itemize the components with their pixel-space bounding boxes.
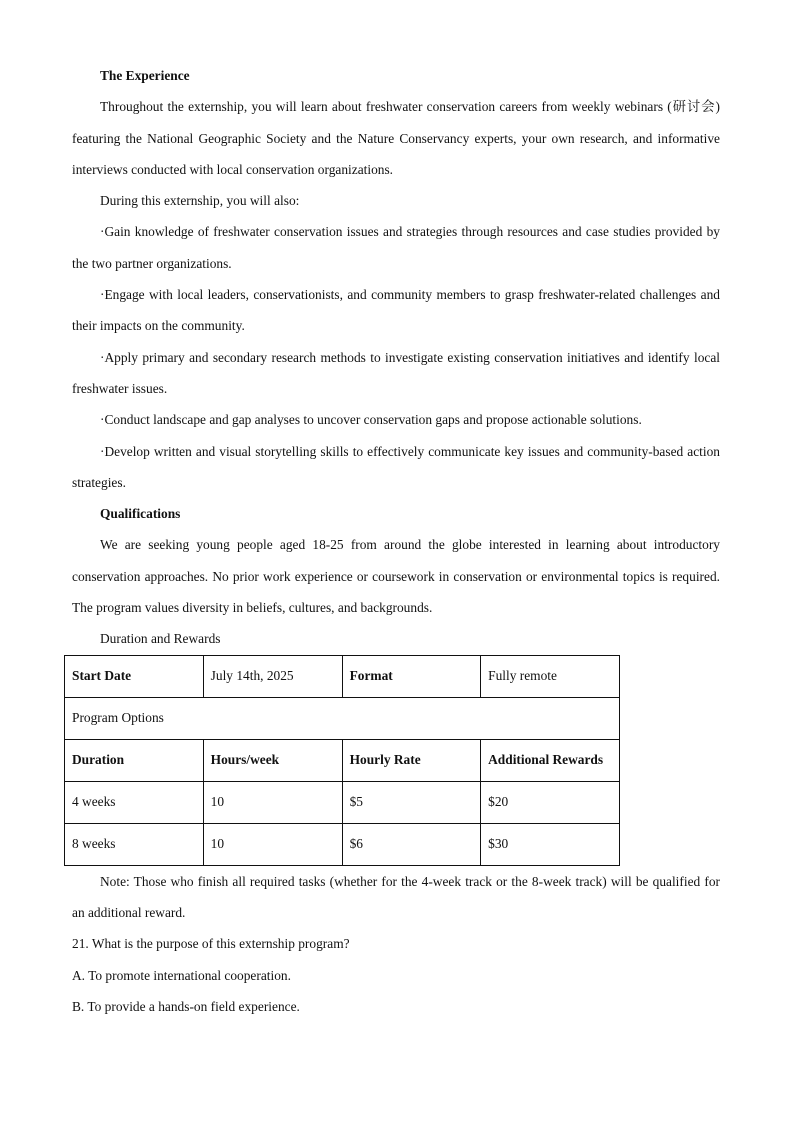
- paragraph-also: During this externship, you will also:: [100, 193, 300, 209]
- table-cell: $5: [342, 781, 481, 823]
- table-row: [65, 697, 620, 739]
- table-cell: July 14th, 2025: [203, 655, 342, 697]
- heading-qualifications: Qualifications: [100, 506, 181, 522]
- table-cell: 4 weeks: [65, 781, 204, 823]
- table-cell: 10: [203, 823, 342, 865]
- table-header: Additional Rewards: [481, 739, 620, 781]
- rewards-table: [64, 655, 620, 866]
- table-header: Hours/week: [203, 739, 342, 781]
- document-page: [72, 60, 720, 1022]
- table-cell: Program Options: [65, 697, 620, 739]
- table-header: Hourly Rate: [342, 739, 481, 781]
- table-row: [65, 655, 620, 697]
- bullet-item: ·Conduct landscape and gap analyses to uncover conservation gaps and propose actionable solutions.: [100, 412, 642, 428]
- table-cell: 10: [203, 781, 342, 823]
- table-cell: $20: [481, 781, 620, 823]
- paragraph-experience: Throughout the externship, you will learn about freshwater conservation careers from weekly webinars (研讨会) featuring the National Geographic Society and the Nature Conservancy experts, your own research, and informative interviews conducted with local conservation organizations.: [72, 99, 720, 177]
- table-header-row: [65, 739, 620, 781]
- question: 21. What is the purpose of this externship program?: [72, 936, 350, 952]
- table-row: [65, 781, 620, 823]
- option-b: B. To provide a hands-on field experience.: [72, 998, 300, 1014]
- paragraph-qualifications: We are seeking young people aged 18-25 from around the globe interested in learning about introductory conservation approaches. No prior work experience or coursework in conservation or environmental topics is required. The program values diversity in beliefs, cultures, and backgrounds.: [72, 537, 720, 616]
- bullet-item: ·Engage with local leaders, conservationists, and community members to grasp freshwater-related challenges and their impacts on the community.: [72, 287, 720, 334]
- table-row: [65, 823, 620, 865]
- table-cell: $30: [481, 823, 620, 865]
- table-cell: Fully remote: [481, 655, 620, 697]
- table-cell: Start Date: [65, 655, 204, 697]
- heading-experience: The Experience: [100, 68, 190, 83]
- table-cell: 8 weeks: [65, 823, 204, 865]
- bullet-item: ·Apply primary and secondary research methods to investigate existing conservation initiatives and identify local freshwater issues.: [72, 349, 720, 396]
- table-header: Duration: [65, 739, 204, 781]
- note: Note: Those who finish all required tasks (whether for the 4-week track or the 8-week track) will be qualified for an additional reward.: [72, 873, 720, 920]
- bullet-item: ·Develop written and visual storytelling skills to effectively communicate key issues and community-based action strategies.: [72, 443, 720, 490]
- bullet-item: ·Gain knowledge of freshwater conservation issues and strategies through resources and case studies provided by the two partner organizations.: [72, 224, 720, 271]
- table-cell: Format: [342, 655, 481, 697]
- table-caption: Duration and Rewards: [100, 631, 221, 647]
- table-cell: $6: [342, 823, 481, 865]
- option-a: A. To promote international cooperation.: [72, 967, 291, 983]
